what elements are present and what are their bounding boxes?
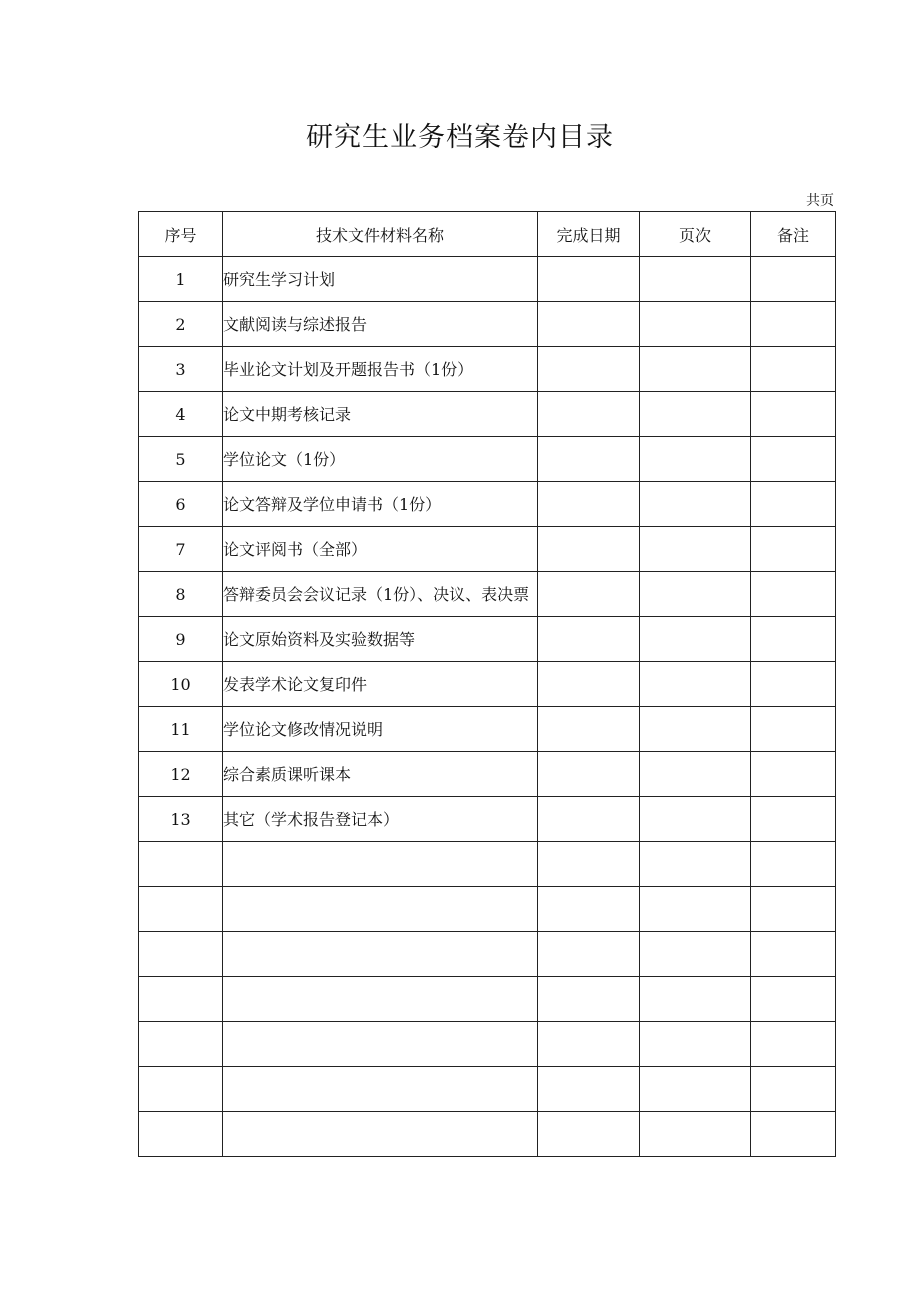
row-completion-date bbox=[538, 1022, 640, 1067]
row-completion-date bbox=[538, 932, 640, 977]
row-document-name bbox=[223, 482, 538, 527]
row-completion-date bbox=[538, 392, 640, 437]
row-page-number bbox=[640, 842, 751, 887]
row-page-number bbox=[640, 1112, 751, 1157]
table-header-row bbox=[139, 212, 836, 257]
catalog-table bbox=[138, 211, 836, 1157]
row-completion-date bbox=[538, 617, 640, 662]
row-serial-number bbox=[139, 887, 223, 932]
row-page-number bbox=[640, 527, 751, 572]
document-name-text: 综合素质课听课本 bbox=[223, 765, 352, 784]
row-remarks bbox=[751, 707, 836, 752]
row-remarks bbox=[751, 482, 836, 527]
row-serial-number: 13 bbox=[139, 797, 223, 842]
row-document-name bbox=[223, 662, 538, 707]
row-page-number bbox=[640, 1067, 751, 1112]
row-completion-date bbox=[538, 347, 640, 392]
document-name-text: 论文原始资料及实验数据等 bbox=[223, 630, 416, 649]
header-serial-number: 序号 bbox=[139, 212, 223, 257]
row-document-name bbox=[223, 1112, 538, 1157]
row-remarks bbox=[751, 1112, 836, 1157]
table-row bbox=[139, 257, 836, 302]
row-document-name bbox=[223, 797, 538, 842]
row-page-number bbox=[640, 617, 751, 662]
row-document-name bbox=[223, 527, 538, 572]
row-serial-number bbox=[139, 932, 223, 977]
row-document-name bbox=[223, 617, 538, 662]
row-completion-date bbox=[538, 572, 640, 617]
row-document-name bbox=[223, 887, 538, 932]
row-page-number bbox=[640, 752, 751, 797]
table-row bbox=[139, 1022, 836, 1067]
page-count-label: 共页 bbox=[806, 193, 834, 209]
document-name-text: 研究生学习计划 bbox=[223, 270, 336, 289]
row-page-number bbox=[640, 797, 751, 842]
row-completion-date bbox=[538, 662, 640, 707]
table-row bbox=[139, 1112, 836, 1157]
row-page-number bbox=[640, 482, 751, 527]
row-completion-date bbox=[538, 707, 640, 752]
row-completion-date bbox=[538, 527, 640, 572]
row-serial-number bbox=[139, 1022, 223, 1067]
row-remarks bbox=[751, 347, 836, 392]
row-remarks bbox=[751, 797, 836, 842]
table-row bbox=[139, 302, 836, 347]
header-document-name: 技术文件材料名称 bbox=[223, 212, 538, 257]
row-remarks bbox=[751, 572, 836, 617]
document-name-text: 文献阅读与综述报告 bbox=[223, 315, 368, 334]
row-document-name bbox=[223, 842, 538, 887]
table-row bbox=[139, 887, 836, 932]
row-page-number bbox=[640, 392, 751, 437]
row-document-name bbox=[223, 707, 538, 752]
row-completion-date bbox=[538, 797, 640, 842]
row-completion-date bbox=[538, 1067, 640, 1112]
document-name-text: 其它（学术报告登记本） bbox=[223, 810, 400, 829]
row-remarks bbox=[751, 302, 836, 347]
row-page-number bbox=[640, 257, 751, 302]
row-completion-date bbox=[538, 302, 640, 347]
table-row bbox=[139, 392, 836, 437]
row-serial-number: 6 bbox=[139, 482, 223, 527]
row-serial-number: 2 bbox=[139, 302, 223, 347]
row-serial-number: 7 bbox=[139, 527, 223, 572]
row-remarks bbox=[751, 932, 836, 977]
table-row bbox=[139, 527, 836, 572]
row-serial-number bbox=[139, 1112, 223, 1157]
header-remarks: 备注 bbox=[751, 212, 836, 257]
row-document-name bbox=[223, 1022, 538, 1067]
row-remarks bbox=[751, 257, 836, 302]
document-name-text: 学位论文修改情况说明 bbox=[223, 720, 384, 739]
document-name-text: 毕业论文计划及开题报告书（1份） bbox=[223, 360, 474, 379]
header-completion-date: 完成日期 bbox=[538, 212, 640, 257]
row-document-name bbox=[223, 752, 538, 797]
table-row bbox=[139, 842, 836, 887]
row-page-number bbox=[640, 437, 751, 482]
row-page-number bbox=[640, 707, 751, 752]
row-remarks bbox=[751, 977, 836, 1022]
row-serial-number bbox=[139, 842, 223, 887]
row-remarks bbox=[751, 1022, 836, 1067]
row-page-number bbox=[640, 347, 751, 392]
row-remarks bbox=[751, 437, 836, 482]
document-name-text: 发表学术论文复印件 bbox=[223, 675, 368, 694]
document-name-text: 答辩委员会会议记录（1份）、决议、表决票 bbox=[223, 585, 530, 604]
row-completion-date bbox=[538, 437, 640, 482]
row-serial-number: 4 bbox=[139, 392, 223, 437]
document-name-text: 论文答辩及学位申请书（1份） bbox=[223, 495, 442, 514]
page-title: 研究生业务档案卷内目录 bbox=[306, 122, 614, 153]
row-remarks bbox=[751, 662, 836, 707]
row-document-name bbox=[223, 932, 538, 977]
table-row bbox=[139, 437, 836, 482]
table-row bbox=[139, 617, 836, 662]
row-document-name bbox=[223, 437, 538, 482]
table-row bbox=[139, 482, 836, 527]
row-remarks bbox=[751, 842, 836, 887]
table-row bbox=[139, 797, 836, 842]
row-completion-date bbox=[538, 482, 640, 527]
row-serial-number: 11 bbox=[139, 707, 223, 752]
row-serial-number: 8 bbox=[139, 572, 223, 617]
document-name-text: 论文中期考核记录 bbox=[223, 405, 352, 424]
row-completion-date bbox=[538, 257, 640, 302]
row-document-name bbox=[223, 977, 538, 1022]
row-remarks bbox=[751, 392, 836, 437]
row-page-number bbox=[640, 1022, 751, 1067]
table-row bbox=[139, 752, 836, 797]
row-completion-date bbox=[538, 1112, 640, 1157]
table-row bbox=[139, 1067, 836, 1112]
row-serial-number bbox=[139, 977, 223, 1022]
row-remarks bbox=[751, 617, 836, 662]
row-document-name bbox=[223, 572, 538, 617]
row-page-number bbox=[640, 977, 751, 1022]
document-name-text: 学位论文（1份） bbox=[223, 450, 346, 469]
row-remarks bbox=[751, 752, 836, 797]
row-document-name bbox=[223, 392, 538, 437]
row-page-number bbox=[640, 932, 751, 977]
row-completion-date bbox=[538, 887, 640, 932]
row-page-number bbox=[640, 302, 751, 347]
row-page-number bbox=[640, 887, 751, 932]
row-serial-number: 12 bbox=[139, 752, 223, 797]
row-serial-number: 5 bbox=[139, 437, 223, 482]
table-row bbox=[139, 662, 836, 707]
table-row bbox=[139, 347, 836, 392]
row-document-name bbox=[223, 257, 538, 302]
row-completion-date bbox=[538, 842, 640, 887]
row-serial-number: 3 bbox=[139, 347, 223, 392]
table-row bbox=[139, 977, 836, 1022]
row-remarks bbox=[751, 527, 836, 572]
row-document-name bbox=[223, 1067, 538, 1112]
row-completion-date bbox=[538, 752, 640, 797]
document-name-text: 论文评阅书（全部） bbox=[223, 540, 368, 559]
row-document-name bbox=[223, 347, 538, 392]
table-row bbox=[139, 572, 836, 617]
row-remarks bbox=[751, 1067, 836, 1112]
row-serial-number bbox=[139, 1067, 223, 1112]
row-remarks bbox=[751, 887, 836, 932]
table-body bbox=[139, 257, 836, 1157]
row-serial-number: 9 bbox=[139, 617, 223, 662]
row-document-name bbox=[223, 302, 538, 347]
row-page-number bbox=[640, 572, 751, 617]
header-page-number: 页次 bbox=[640, 212, 751, 257]
row-page-number bbox=[640, 662, 751, 707]
table-row bbox=[139, 932, 836, 977]
table-row bbox=[139, 707, 836, 752]
row-completion-date bbox=[538, 977, 640, 1022]
row-serial-number: 1 bbox=[139, 257, 223, 302]
row-serial-number: 10 bbox=[139, 662, 223, 707]
